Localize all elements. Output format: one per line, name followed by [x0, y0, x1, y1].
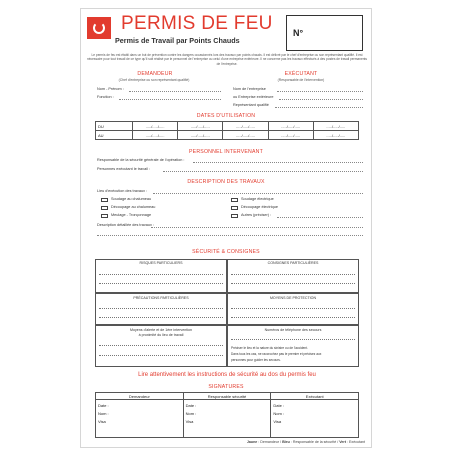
sig-cell-responsable[interactable] — [183, 400, 271, 438]
sig-nom-label: Nom : — [185, 411, 197, 416]
travaux-title: DESCRIPTION DES TRAVAUX — [187, 179, 265, 185]
option-soudage-electrique: Soudage électrique — [241, 197, 274, 201]
sig-visa-label: Visa — [185, 419, 194, 424]
securite-title: SÉCURITÉ & CONSIGNES — [192, 249, 260, 255]
moyens-line — [231, 317, 355, 318]
personnes-field[interactable] — [163, 171, 363, 172]
personnes-label: Personnes exécutant le travail : — [97, 167, 150, 171]
flame-logo-icon — [87, 17, 111, 39]
signatures-title: SIGNATURES — [208, 384, 244, 390]
date-cell[interactable]: ...../...../..... — [178, 131, 223, 140]
date-cell[interactable]: ...../...../..... — [178, 122, 223, 131]
alerte-line — [99, 345, 223, 346]
sig-date-label: Date : — [98, 403, 109, 408]
option-decoupage-electrique: Découpage électrique — [241, 205, 278, 209]
legend-vert-text: : Exécutant — [347, 440, 365, 444]
sig-visa-label: Visa — [98, 419, 106, 424]
sig-cell-demandeur[interactable] — [96, 400, 184, 438]
precautions-line — [99, 317, 223, 318]
precautions-label: PRÉCAUTIONS PARTICULIÈRES — [133, 296, 189, 300]
date-cell[interactable]: ...../...../..... — [133, 122, 178, 131]
legend-vert: Vert — [339, 440, 347, 444]
dates-du-label: DU — [96, 122, 133, 131]
sig-date-label: Date : — [273, 403, 285, 408]
date-cell[interactable]: ...../...../..... — [133, 131, 178, 140]
sig-nom-label: Nom : — [273, 411, 285, 416]
dates-au-label: AU — [96, 131, 133, 140]
sig-visa-label: Visa — [273, 419, 282, 424]
legend-bleu: Bleu — [282, 440, 290, 444]
personnel-title: PERSONNEL INTERVENANT — [189, 149, 263, 155]
risques-line — [99, 274, 223, 275]
legend-bleu-text: : Responsable de la sécurité / — [290, 440, 339, 444]
responsable-field[interactable] — [193, 162, 363, 163]
nom-prenom-label: Nom - Prénom : — [97, 87, 124, 91]
preciser-line-2: Dans tous les cas, ne raccrochez pas le premier et précisez aux — [231, 352, 322, 356]
responsable-label: Responsable de la sécurité générale de l'opération : — [97, 158, 185, 162]
preciser-line-1: Préciser le lieu et la nature du sinistre ou de l'accident. — [231, 346, 308, 350]
checkbox-soudage-electrique[interactable] — [231, 198, 238, 202]
permit-number-box[interactable] — [286, 15, 363, 51]
date-cell[interactable]: ...../...../..... — [268, 122, 313, 131]
sig-date-label: Date : — [185, 403, 197, 408]
entreprise-field[interactable] — [277, 91, 363, 92]
dates-table — [95, 121, 359, 140]
alerte-label-2: à proximité du lieu de travail — [138, 333, 184, 337]
executant-title: EXÉCUTANT — [284, 71, 318, 77]
checkbox-decoupage-chalumeau[interactable] — [101, 206, 108, 210]
consignes-label: CONSIGNES PARTICULIÈRES — [267, 261, 319, 265]
moyens-line — [231, 308, 355, 309]
preciser-line-3: personnes pour guider les secours. — [231, 358, 281, 362]
option-decoupage-chalumeau: Découpage au chalumeau — [111, 205, 156, 209]
permit-number-label: N° — [293, 28, 304, 38]
consignes-line — [231, 274, 355, 275]
checkbox-decoupage-electrique[interactable] — [231, 206, 238, 210]
signatures-table — [95, 392, 359, 438]
checkbox-autres[interactable] — [231, 214, 238, 218]
description-field[interactable] — [151, 227, 363, 228]
legend-jaune-text: : Demandeur / — [258, 440, 282, 444]
option-soudage-chalumeau: Soudage au chalumeau — [111, 197, 152, 201]
moyens-label: MOYENS DE PROTECTION — [269, 296, 317, 300]
entreprise-ext-field[interactable] — [279, 99, 363, 100]
legend-jaune: Jaune — [246, 440, 258, 444]
form-title: PERMIS DE FEU — [121, 13, 273, 34]
date-cell[interactable]: ...../...../..... — [268, 131, 313, 140]
alerte-label: Moyens d'alerte et de 1ère intervention — [129, 328, 193, 332]
safety-warning: Lire attentivement les instructions de sécurité au dos du permis feu — [138, 372, 316, 378]
fonction-field[interactable] — [119, 99, 221, 100]
dates-row-au — [96, 131, 359, 140]
copy-legend — [247, 440, 365, 444]
risques-label: RISQUES PARTICULIERS — [139, 261, 183, 265]
sig-col-demandeur: Demandeur — [96, 393, 184, 400]
lieu-field[interactable] — [153, 193, 363, 194]
entreprise-label: Nom de l'entreprise — [233, 87, 266, 91]
date-cell[interactable]: ...../...../..... — [313, 131, 358, 140]
date-cell[interactable]: ...../...../..... — [313, 122, 358, 131]
telephone-line — [231, 339, 355, 340]
autres-field[interactable] — [277, 217, 363, 218]
signatures-header-row — [96, 393, 359, 400]
sig-cell-executant[interactable] — [271, 400, 359, 438]
option-autres: Autres (préciser) : — [241, 213, 272, 217]
description-field-line2[interactable] — [97, 235, 363, 236]
representant-field[interactable] — [275, 107, 363, 108]
consignes-line — [231, 283, 355, 284]
dates-title: DATES D'UTILISATION — [196, 113, 256, 119]
sig-col-executant: Exécutant — [271, 393, 359, 400]
precautions-line — [99, 308, 223, 309]
date-cell[interactable]: ...../...../..... — [223, 131, 268, 140]
intro-text: Le permis de feu est établi dans un but de prévention contre les dangers occasionnés lors des travaux par points chauds. Il est délivré par le chef d'entreprise ou son représentant qualifié. Il est nécessaire pour tout travail de ce type qu'il soit réalisé par le personnel de l'entreprise ou celui d'une entreprise extérieure. Il ne concerne pas les travaux effectués à des postes de travail permanents de l'entreprise. — [87, 53, 367, 66]
fonction-label: Fonction : — [97, 95, 114, 99]
demandeur-hint: (Chef d'entreprise ou son représentant qualifié) — [118, 78, 190, 82]
lieu-label: Lieu d'exécution des travaux : — [97, 189, 148, 193]
executant-hint: (Responsable de l'intervention) — [277, 78, 325, 82]
telephone-label: Numéros de téléphone des secours — [264, 328, 322, 332]
alerte-line — [99, 355, 223, 356]
demandeur-title: DEMANDEUR — [137, 71, 173, 77]
entreprise-ext-label: ou Entreprise extérieure — [233, 95, 274, 99]
description-label: Description détaillée des travaux : — [97, 223, 154, 227]
checkbox-meulage[interactable] — [101, 214, 108, 218]
signatures-body-row — [96, 400, 359, 438]
risques-line — [99, 283, 223, 284]
nom-prenom-field[interactable] — [129, 91, 221, 92]
form-subtitle: Permis de Travail par Points Chauds — [115, 36, 240, 45]
checkbox-soudage-chalumeau[interactable] — [101, 198, 108, 202]
date-cell[interactable]: ...../...../..... — [223, 122, 268, 131]
option-meulage: Meulage - Tronçonnage — [111, 213, 152, 217]
representant-label: Représentant qualifié — [233, 103, 269, 107]
sig-col-responsable: Responsable sécurité — [183, 393, 271, 400]
fire-permit-form — [80, 8, 372, 448]
sig-nom-label: Nom : — [98, 411, 109, 416]
dates-row-du — [96, 122, 359, 131]
